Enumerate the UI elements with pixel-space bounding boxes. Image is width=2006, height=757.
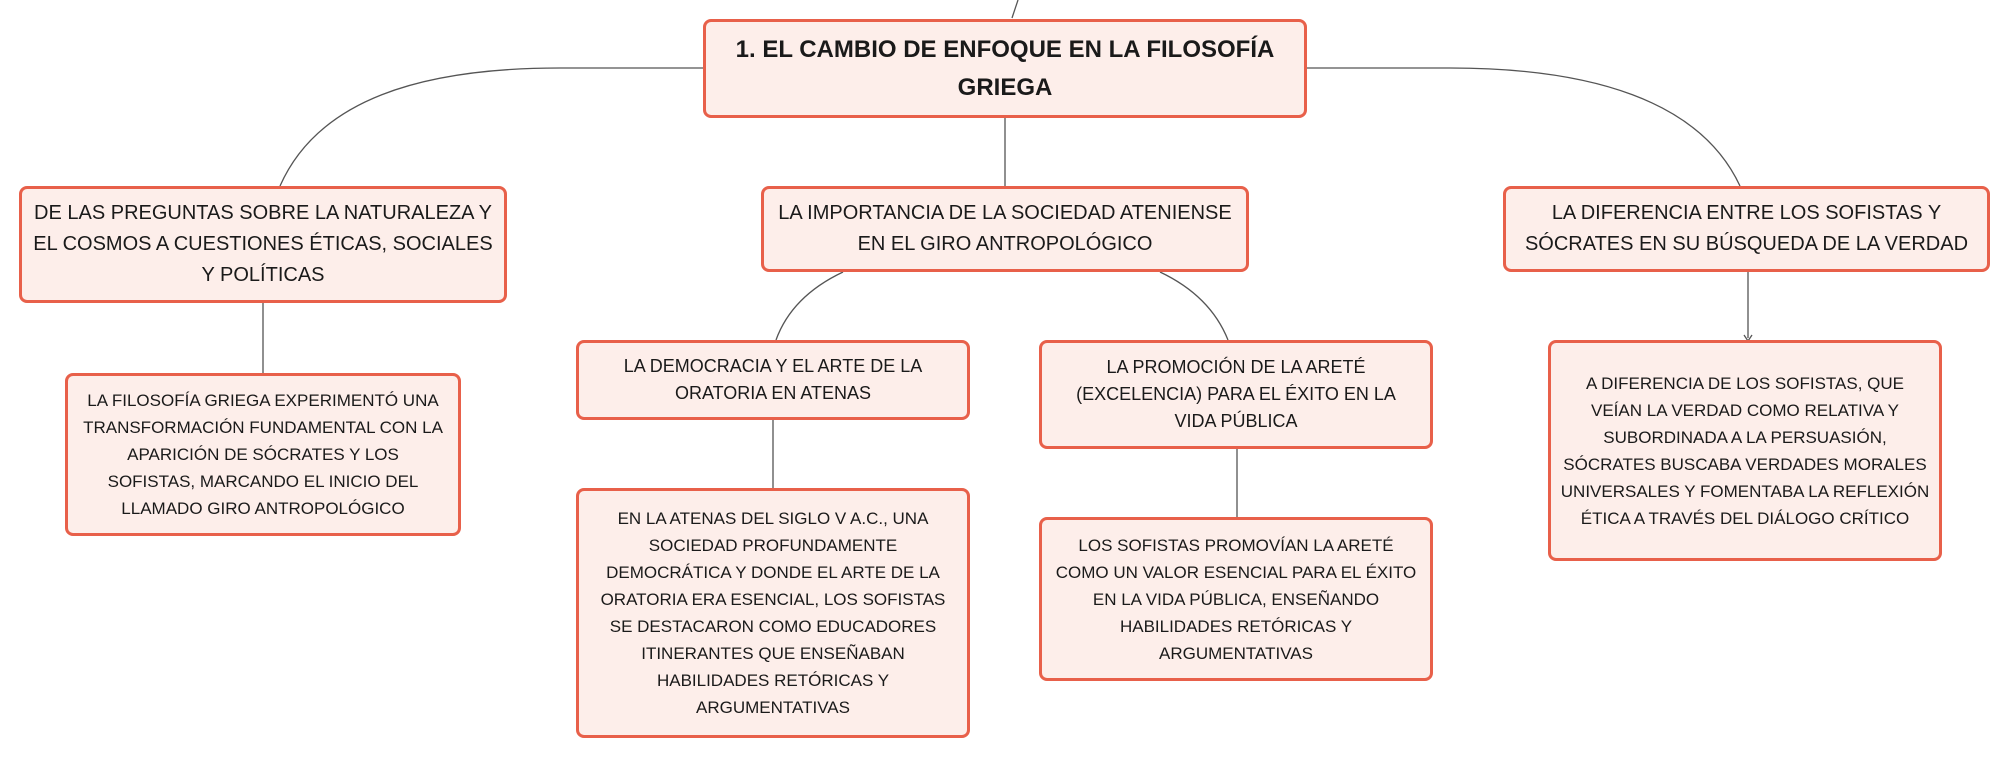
subtopic-democracia-label: LA DEMOCRACIA Y EL ARTE DE LA ORATORIA EN ATENAS: [623, 356, 923, 403]
arete-detail-label: LOS SOFISTAS PROMOVÍAN LA ARETÉ COMO UN VALOR ESENCIAL PARA EL ÉXITO EN LA VIDA PÚBLICA, ENSEÑANDO HABILIDADES RETÓRICAS Y ARGUMENTATIVAS: [1055, 535, 1417, 663]
branch-right-topic[interactable]: [1503, 186, 1990, 272]
branch-right-label: LA DIFERENCIA ENTRE LOS SOFISTAS Y SÓCRATES EN SU BÚSQUEDA DE LA VERDAD: [1524, 202, 1969, 255]
right-detail-topic[interactable]: [1548, 340, 1942, 561]
left-detail-label: LA FILOSOFÍA GRIEGA EXPERIMENTÓ UNA TRANSFORMACIÓN FUNDAMENTAL CON LA APARICIÓN DE SÓCRATES Y LOS SOFISTAS, MARCANDO EL INICIO DEL LLAMADO GIRO ANTROPOLÓGICO: [83, 391, 443, 518]
branch-left-topic[interactable]: [19, 186, 507, 303]
right-detail-label: A DIFERENCIA DE LOS SOFISTAS, QUE VEÍAN LA VERDAD COMO RELATIVA Y SUBORDINADA A LA PERSUASIÓN, SÓCRATES BUSCABA VERDADES MORALES UNIVERSALES Y FOMENTABA LA REFLEXIÓN ÉTICA A TRAVÉS DEL DIÁLOGO CRÍTICO: [1560, 373, 1930, 528]
root-topic-label: 1. EL CAMBIO DE ENFOQUE EN LA FILOSOFÍA GRIEGA: [735, 35, 1275, 101]
left-detail-topic[interactable]: [65, 373, 461, 536]
branch-center-topic[interactable]: [761, 186, 1249, 272]
branch-left-label: DE LAS PREGUNTAS SOBRE LA NATURALEZA Y EL COSMOS A CUESTIONES ÉTICAS, SOCIALES Y POLÍTICAS: [33, 202, 493, 286]
subtopic-arete[interactable]: [1039, 340, 1433, 449]
connector-center-subright: [1160, 272, 1228, 340]
subtopic-democracia[interactable]: [576, 340, 970, 420]
branch-center-label: LA IMPORTANCIA DE LA SOCIEDAD ATENIENSE EN EL GIRO ANTROPOLÓGICO: [778, 202, 1232, 255]
subtopic-arete-label: LA PROMOCIÓN DE LA ARETÉ (EXCELENCIA) PARA EL ÉXITO EN LA VIDA PÚBLICA: [1076, 357, 1396, 431]
root-topic[interactable]: [703, 19, 1307, 118]
connector-root-right: [1307, 68, 1740, 186]
arete-detail-topic[interactable]: [1039, 517, 1433, 681]
democracia-detail-label: EN LA ATENAS DEL SIGLO V A.C., UNA SOCIEDAD PROFUNDAMENTE DEMOCRÁTICA Y DONDE EL ARTE DE LA ORATORIA ERA ESENCIAL, LOS SOFISTAS SE DESTACARON COMO EDUCADORES ITINERANTES QUE ENSEÑABAN HABILIDADES RETÓRICAS Y ARGUMENTATIVAS: [600, 509, 946, 717]
connector-root-left: [280, 68, 703, 186]
democracia-detail-topic[interactable]: [576, 488, 970, 738]
connector-center-sublef: [776, 272, 843, 340]
connector-top-stub: [1012, 0, 1018, 18]
